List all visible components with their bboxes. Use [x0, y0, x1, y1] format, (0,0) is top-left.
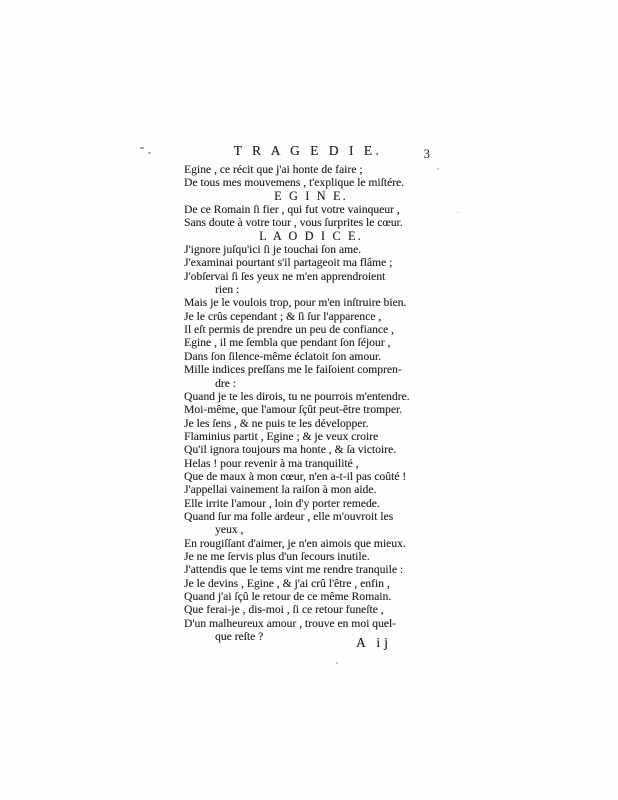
ink-speck: [457, 212, 459, 213]
verse-line: Je ne me ſervis plus d'un ſecours inutile.: [184, 549, 370, 563]
verse-line: Quand je te les dirois, tu ne pourrois m'entendre.: [184, 389, 410, 403]
verse-line: Dans ſon ſilence-même éclatoit ſon amour.: [184, 349, 382, 363]
verse-line: Sans doute à votre tour , vous ſurprites le cœur.: [184, 216, 403, 230]
verse-line: J'attendis que le tems vint me rendre tranquile :: [184, 563, 404, 577]
verse-line: Helas ! pour revenir à ma tranquilité ,: [184, 456, 359, 470]
verse-line: yeux ,: [215, 523, 244, 537]
verse-line: Moi-même, que l'amour ſçût peut-être tromper.: [184, 403, 403, 417]
text-block: [184, 163, 438, 643]
signature-mark: A ij: [356, 635, 392, 650]
verse-line: Je les ſens , & ne puis te les développer.: [184, 416, 369, 430]
verse-line: Mais je le voulois trop, pour m'en inſtruire bien.: [184, 296, 407, 310]
verse-line: dre :: [215, 376, 236, 390]
verse-line: Je le crûs cependant ; & ſi ſur l'apparence ,: [184, 309, 382, 323]
verse-line: Egine , ce récit que j'ai honte de faire ;: [184, 163, 363, 176]
verse-line: D'un malheureux amour , trouve en moi quel-: [184, 616, 397, 630]
verse-line: Je le devins , Egine , & j'ai crû l'être , enfin ,: [184, 576, 390, 590]
verse-line: Que ferai-je , dis-moi , ſi ce retour funeſte ,: [184, 603, 384, 617]
verse-line: Flaminius partit , Egine ; & je veux croire: [184, 429, 379, 443]
ink-speck: [336, 662, 338, 664]
verse-line: rien :: [215, 283, 240, 297]
speaker-heading: L A O D I C E.: [259, 228, 363, 243]
speaker-heading: E G I N E.: [274, 188, 348, 203]
verse-line: De ce Romain ſi fier , qui fut votre vainqueur ,: [184, 203, 400, 217]
ink-speck: [140, 147, 144, 149]
verse-line: De tous mes mouvemens , t'explique le miſtére.: [184, 176, 405, 190]
ink-speck: [437, 168, 439, 170]
verse-line: Que de maux à mon cœur, n'en a-t-il pas coûté !: [184, 469, 407, 483]
verse-line: J'ignore juſqu'ici ſi je touchai ſon ame.: [184, 243, 362, 257]
verse-line: Mille indices preſſans me le faiſoient compren-: [184, 363, 402, 377]
verse-line: Qu'il ignora toujours ma honte , & ſa victoire.: [184, 443, 397, 457]
verse-line: Il eſt permis de prendre un peu de confiance ,: [184, 323, 394, 337]
running-title: T R A G E D I E.: [233, 143, 383, 158]
ink-speck: [148, 152, 151, 154]
verse-line: Elle irrite l'amour , loin d'y porter remede.: [184, 496, 380, 510]
verse-line: J'examinai pourtant s'il partageoit ma flâme ;: [184, 256, 393, 270]
verse-line: Quand j'ai ſçû le retour de ce même Romain.: [184, 590, 392, 603]
verse-line: Egine , il me ſembla que pendant ſon ſéjour ,: [184, 336, 391, 350]
verse-line: Quand ſur ma folle ardeur , elle m'ouvroit les: [184, 509, 394, 523]
verse-line: que reſte ?: [215, 630, 264, 644]
verse-line: En rougiſſant d'aimer, je n'en aimois que mieux.: [184, 536, 406, 550]
verse-line: J'obſervai ſi ſes yeux ne m'en apprendroient: [184, 269, 386, 283]
running-header: [184, 143, 432, 160]
page-number: 3: [423, 146, 430, 161]
verse-line: J'appellai vainement la raiſon à mon aide.: [184, 483, 377, 497]
